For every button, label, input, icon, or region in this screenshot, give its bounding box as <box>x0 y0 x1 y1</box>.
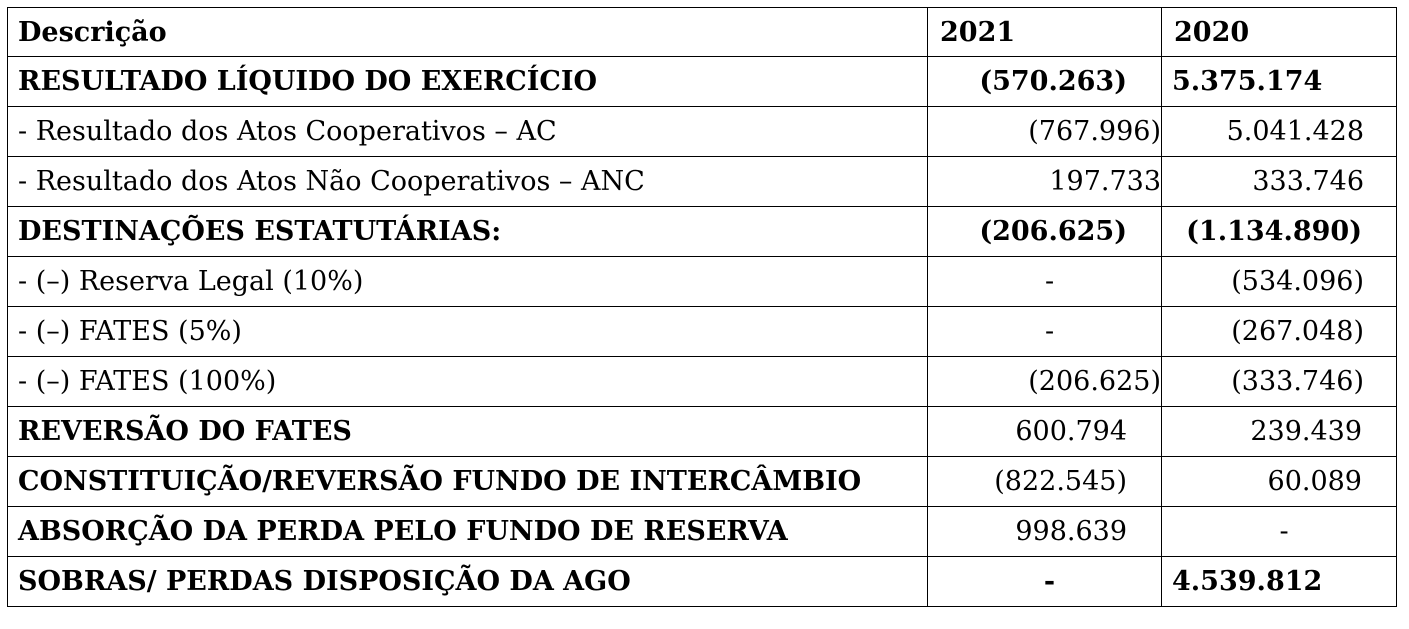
table-row <box>8 57 1397 107</box>
header-descricao: Descrição <box>8 8 928 57</box>
row-value-2020: (267.048) <box>1162 307 1397 357</box>
row-value-2021: (206.625) <box>928 207 1162 257</box>
row-label: - Resultado dos Atos Cooperativos – AC <box>8 107 928 157</box>
row-value-2021: (570.263) <box>928 57 1162 107</box>
row-value-2020: 60.089 <box>1162 457 1397 507</box>
row-value-2021: - <box>928 257 1162 307</box>
row-label: RESULTADO LÍQUIDO DO EXERCÍCIO <box>8 57 928 107</box>
table-row <box>8 307 1397 357</box>
row-label: - (–) FATES (100%) <box>8 357 928 407</box>
row-value-2021: (767.996) <box>928 107 1162 157</box>
row-value-2021: (822.545) <box>928 457 1162 507</box>
row-label: - (–) Reserva Legal (10%) <box>8 257 928 307</box>
row-label: REVERSÃO DO FATES <box>8 407 928 457</box>
row-value-2020: 333.746 <box>1162 157 1397 207</box>
row-value-2020: 5.375.174 <box>1162 57 1397 107</box>
header-year-2020: 2020 <box>1162 8 1397 57</box>
row-value-2021: - <box>928 557 1162 607</box>
row-value-2020: (333.746) <box>1162 357 1397 407</box>
row-value-2021: 600.794 <box>928 407 1162 457</box>
header-year-2021: 2021 <box>928 8 1162 57</box>
row-value-2020: (534.096) <box>1162 257 1397 307</box>
row-value-2021: 197.733 <box>928 157 1162 207</box>
table-row <box>8 507 1397 557</box>
row-label: SOBRAS/ PERDAS DISPOSIÇÃO DA AGO <box>8 557 928 607</box>
financial-statement-table <box>7 7 1397 607</box>
table-row <box>8 107 1397 157</box>
row-label: - Resultado dos Atos Não Cooperativos – ANC <box>8 157 928 207</box>
row-value-2020: 5.041.428 <box>1162 107 1397 157</box>
row-value-2021: 998.639 <box>928 507 1162 557</box>
row-label: CONSTITUIÇÃO/REVERSÃO FUNDO DE INTERCÂMBIO <box>8 457 928 507</box>
table-row <box>8 207 1397 257</box>
table-row <box>8 557 1397 607</box>
table-row <box>8 357 1397 407</box>
row-label: - (–) FATES (5%) <box>8 307 928 357</box>
table-header-row <box>8 8 1397 57</box>
row-value-2020: 4.539.812 <box>1162 557 1397 607</box>
row-value-2020: (1.134.890) <box>1162 207 1397 257</box>
row-value-2020: 239.439 <box>1162 407 1397 457</box>
row-value-2021: (206.625) <box>928 357 1162 407</box>
row-label: ABSORÇÃO DA PERDA PELO FUNDO DE RESERVA <box>8 507 928 557</box>
table-row <box>8 157 1397 207</box>
table-row <box>8 257 1397 307</box>
row-label: DESTINAÇÕES ESTATUTÁRIAS: <box>8 207 928 257</box>
row-value-2021: - <box>928 307 1162 357</box>
table-row <box>8 457 1397 507</box>
table-row <box>8 407 1397 457</box>
row-value-2020: - <box>1162 507 1397 557</box>
